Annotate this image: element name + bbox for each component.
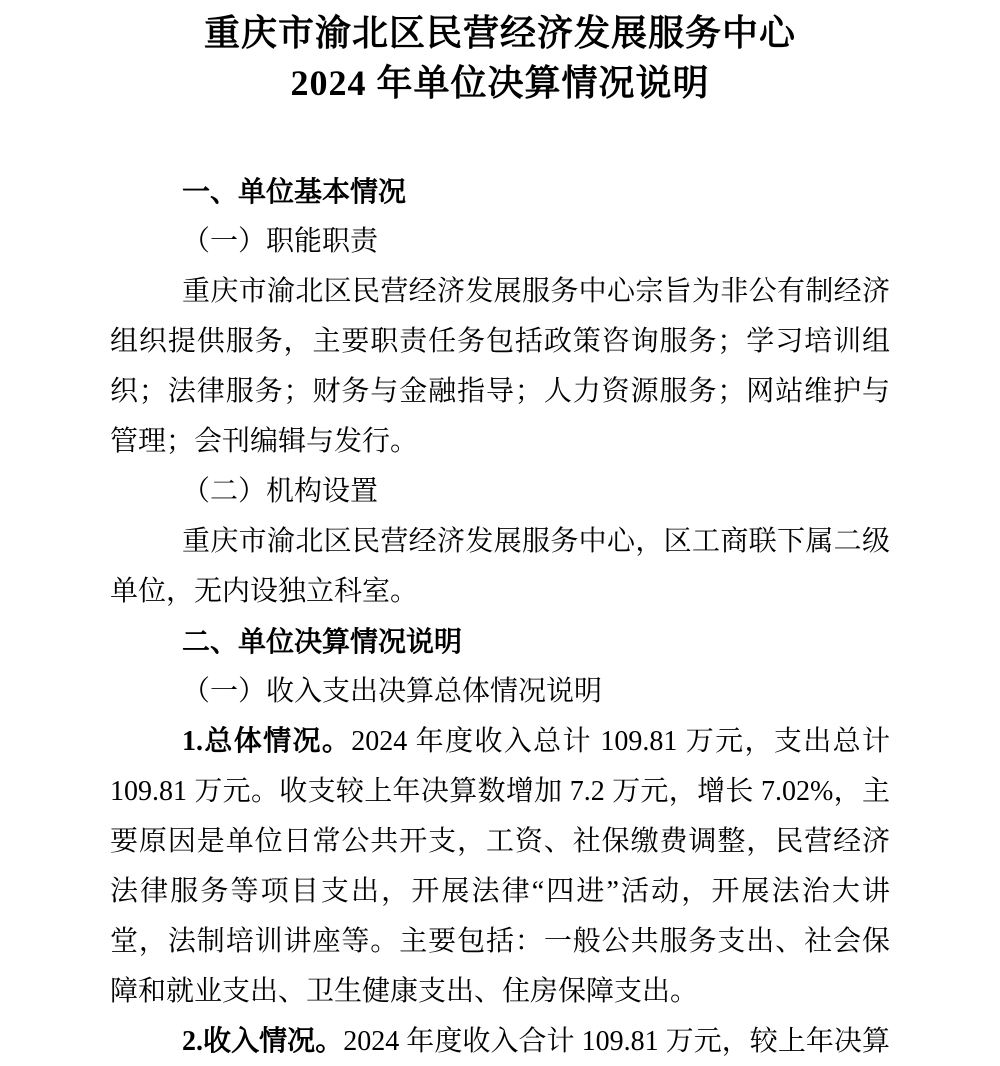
- subsection-heading-1-2: （二）机构设置: [182, 476, 379, 507]
- paragraph-income-label: 2.收入情况。: [182, 1026, 344, 1057]
- paragraph-structure: [110, 517, 890, 617]
- paragraph-overview-label: 1.总体情况。: [182, 726, 352, 757]
- text-line: 组织提供服务，主要职责任务包括政策咨询服务；学习培训组: [110, 326, 890, 357]
- subsection-heading-1-1: （一）职能职责: [182, 226, 379, 257]
- subsection-heading-2-1: （一）收入支出决算总体情况说明: [182, 676, 603, 707]
- text-line: 单位，无内设独立科室。: [110, 576, 419, 607]
- text-line: 重庆市渝北区民营经济发展服务中心宗旨为非公有制经济: [182, 276, 890, 307]
- text-line: 障和就业支出、卫生健康支出、住房保障支出。: [110, 976, 699, 1007]
- text-line: 重庆市渝北区民营经济发展服务中心，区工商联下属二级: [182, 526, 890, 557]
- title-line-1: 重庆市渝北区民营经济发展服务中心: [203, 13, 796, 53]
- text-line: 管理；会刊编辑与发行。: [110, 426, 419, 457]
- text-run: 2024 年度收入总计 109.81 万元，支出总计: [351, 726, 890, 757]
- paragraph-overview: [110, 717, 890, 1017]
- text-line: 109.81 万元。收支较上年决算数增加 7.2 万元，增长 7.02%，主: [110, 776, 890, 807]
- section-heading-2: 二、单位决算情况说明: [182, 626, 463, 657]
- text-run: 2024 年度收入合计 109.81 万元，较上年决算: [343, 1026, 890, 1057]
- text-line: [110, 717, 890, 767]
- text-line: 织；法律服务；财务与金融指导；人力资源服务；网站维护与: [110, 376, 890, 407]
- title-line-2: 2024 年单位决算情况说明: [290, 63, 710, 103]
- text-line: 要原因是单位日常公共开支，工资、社保缴费调整，民营经济: [110, 826, 890, 857]
- text-line: 堂，法制培训讲座等。主要包括：一般公共服务支出、社会保: [110, 926, 890, 957]
- paragraph-income: [110, 1017, 890, 1066]
- document-content: [110, 8, 890, 1066]
- section-heading-1: 一、单位基本情况: [182, 176, 407, 207]
- text-line: [110, 1017, 890, 1066]
- paragraph-functions: [110, 267, 890, 467]
- document-title: [110, 8, 890, 108]
- text-line: 法律服务等项目支出，开展法律“四进”活动，开展法治大讲: [110, 876, 890, 907]
